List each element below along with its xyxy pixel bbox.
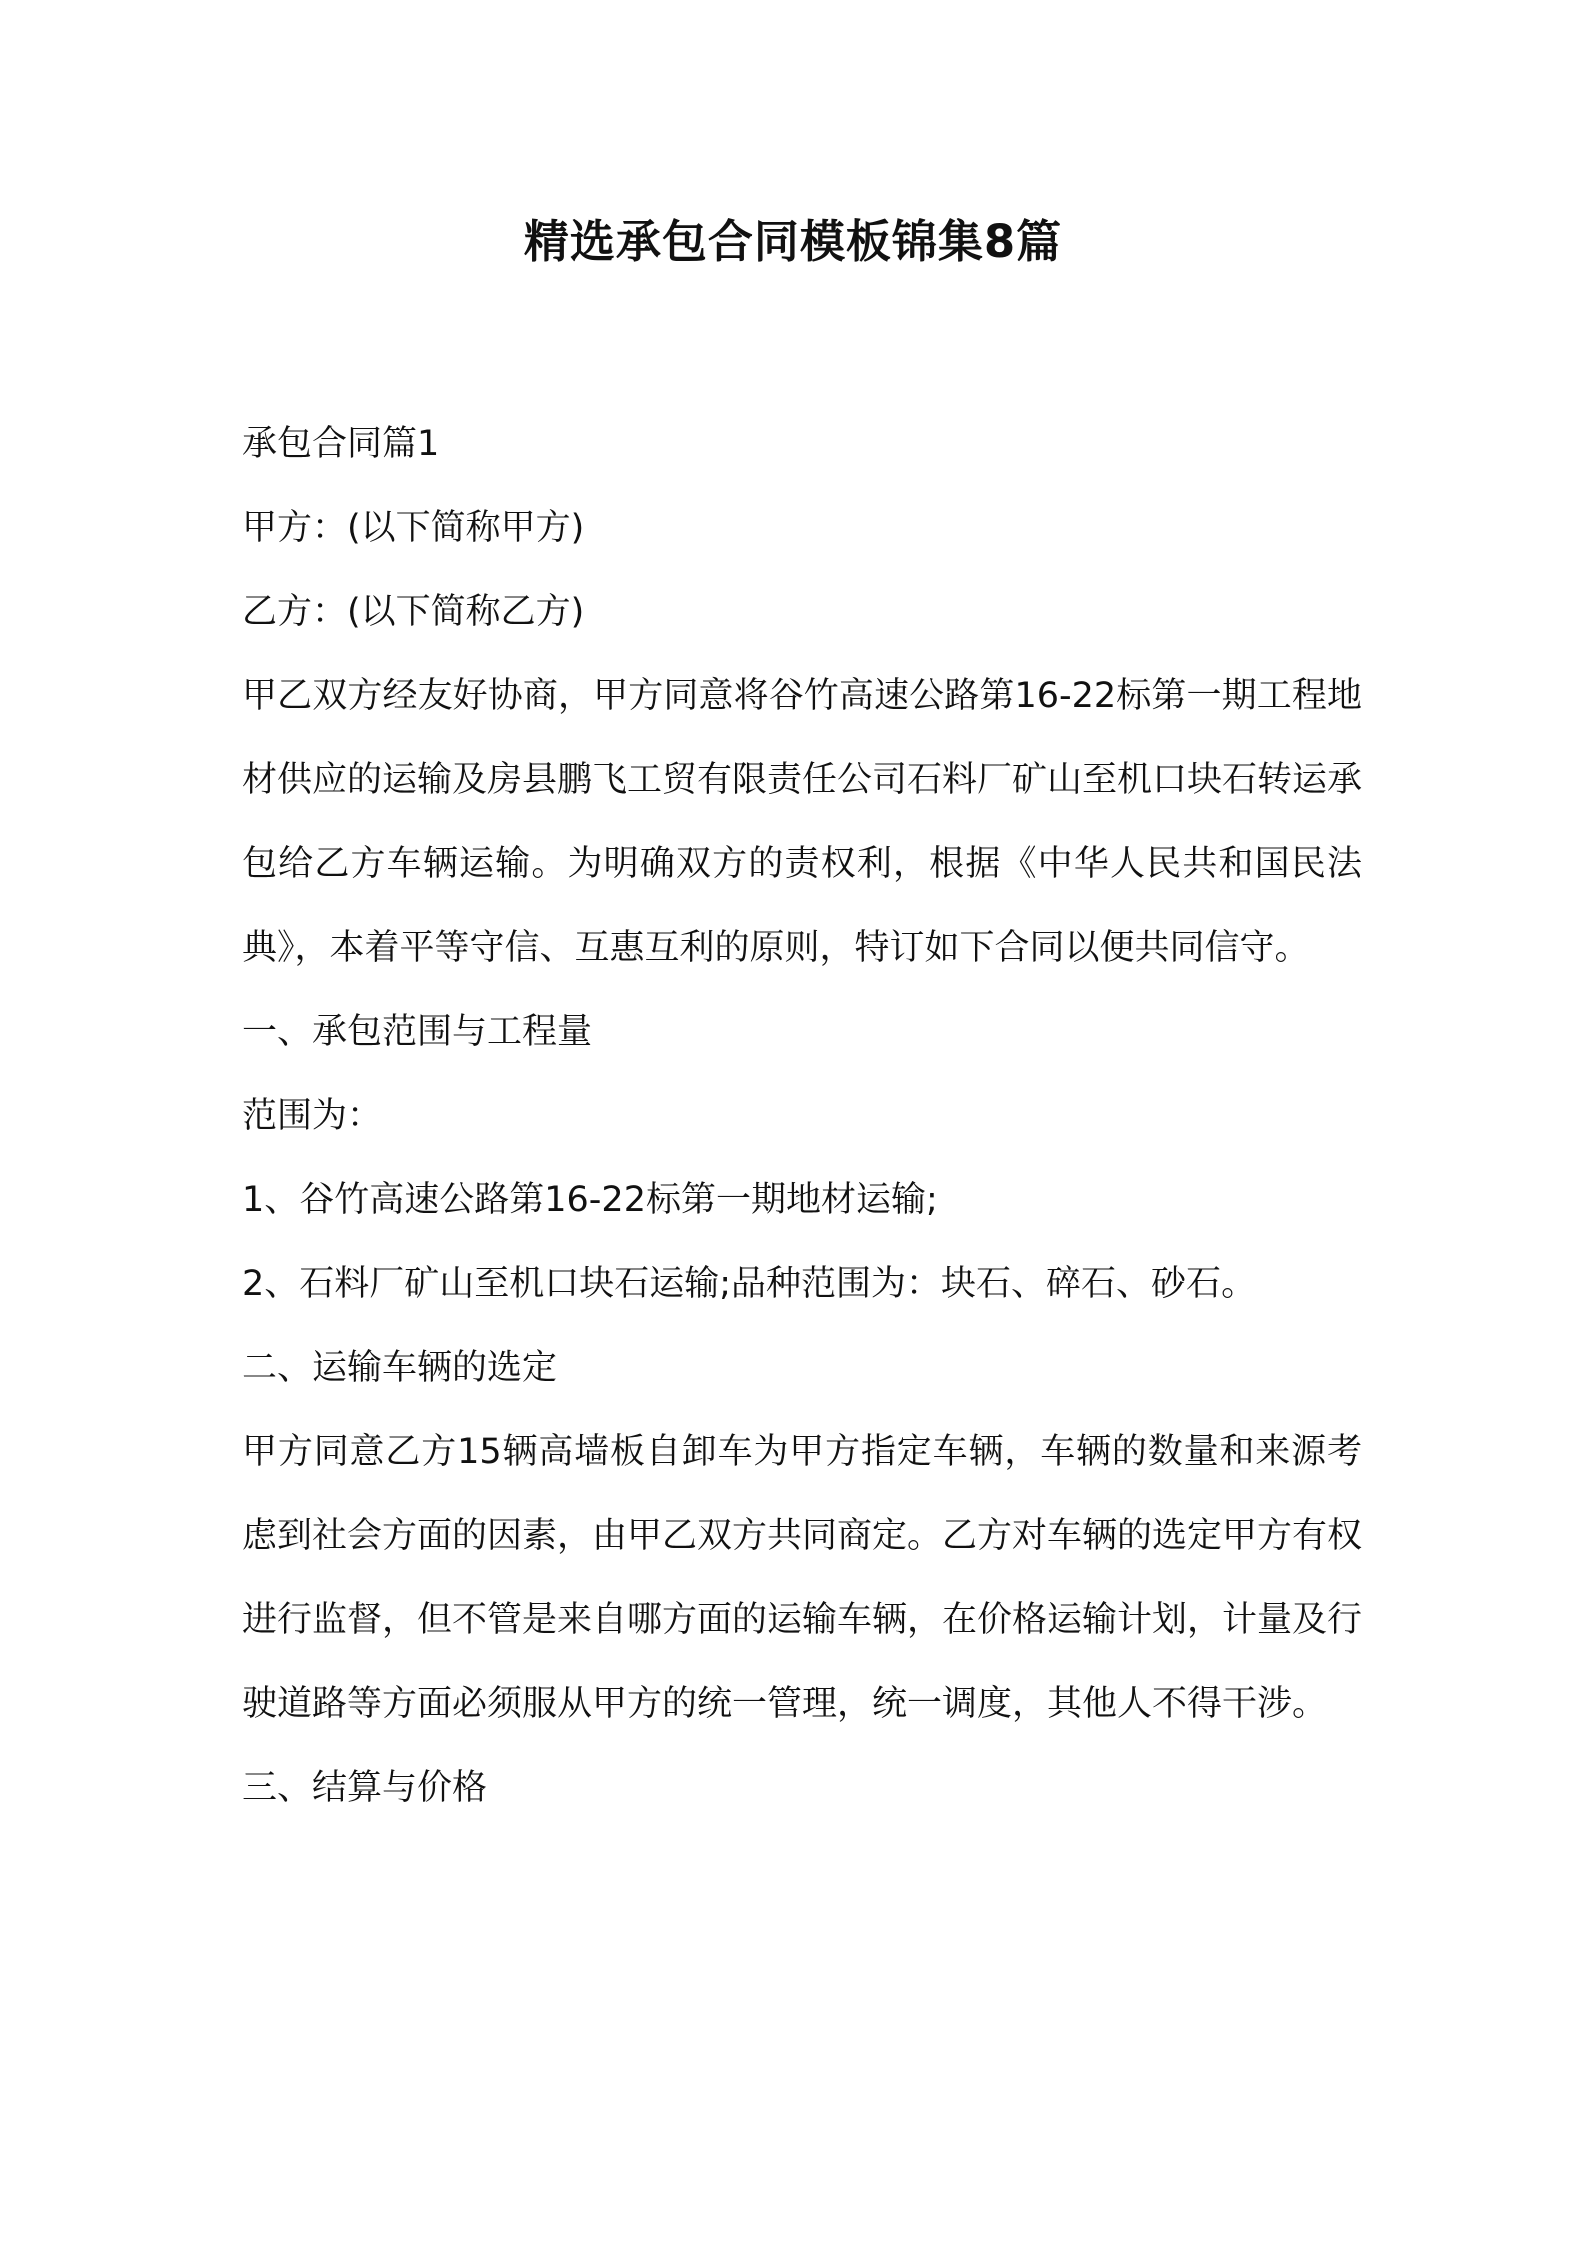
- intro-paragraph: 甲乙双方经友好协商，甲方同意将谷竹高速公路第16-22标第一期工程地材供应的运输及房县鹏飞工贸有限责任公司石料厂矿山至机口块石转运承包给乙方车辆运输。为明确双方的责权利，根据《中华人民共和国民法典》，本着平等守信、互惠互利的原则，特订如下合同以便共同信守。: [242, 676, 1363, 968]
- scope-item-2: 2、石料厂矿山至机口块石运输;品种范围为：块石、碎石、砂石。: [242, 1264, 1257, 1304]
- section-heading-vehicles: 二、运输车辆的选定: [242, 1348, 558, 1388]
- scope-label: 范围为：: [242, 1096, 383, 1136]
- party-a-line: 甲方：(以下简称甲方): [242, 508, 585, 548]
- vehicles-paragraph: 甲方同意乙方15辆高墙板自卸车为甲方指定车辆，车辆的数量和来源考虑到社会方面的因素，由甲乙双方共同商定。乙方对车辆的选定甲方有权进行监督，但不管是来自哪方面的运输车辆，在价格运输计划，计量及行驶道路等方面必须服从甲方的统一管理，统一调度，其他人不得干涉。: [242, 1432, 1363, 1724]
- document-title: 精选承包合同模板锦集8篇: [523, 215, 1063, 268]
- party-b-line: 乙方：(以下简称乙方): [242, 592, 585, 632]
- scope-item-1: 1、谷竹高速公路第16-22标第一期地材运输;: [242, 1180, 938, 1220]
- section-heading-scope: 一、承包范围与工程量: [242, 1012, 593, 1052]
- document-body: [242, 402, 1362, 1830]
- contract-chapter-label: 承包合同篇1: [242, 424, 440, 464]
- section-heading-settlement: 三、结算与价格: [242, 1768, 488, 1808]
